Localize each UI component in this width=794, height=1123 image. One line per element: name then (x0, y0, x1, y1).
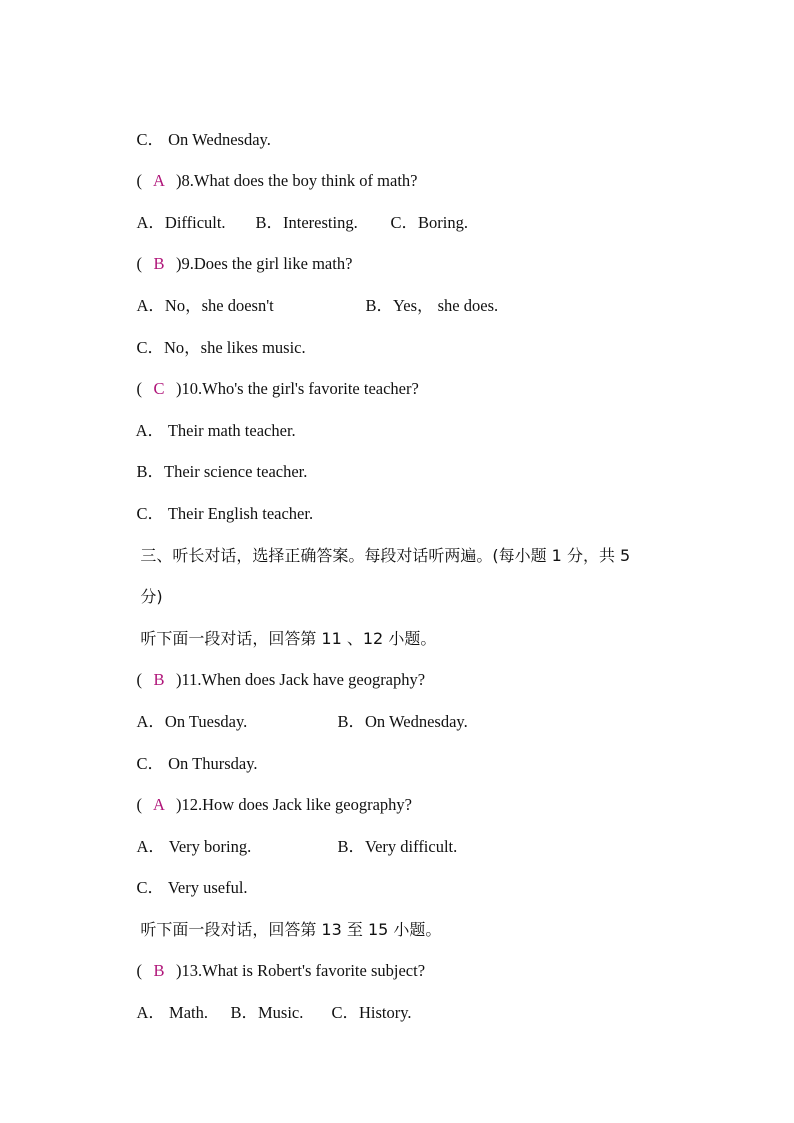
question-text: )10.Who's the girl's favorite teacher? (176, 379, 419, 398)
option-a: A．On Tuesday. (136, 712, 248, 731)
option-text: C．No，she likes music. (136, 338, 306, 357)
option-b: B．Very difficult. (337, 837, 458, 856)
question-text: )12.How does Jack like geography? (176, 795, 412, 814)
open-paren: ( (136, 961, 142, 980)
option-b: B．Music. (230, 1003, 304, 1022)
option-b: B．On Wednesday. (337, 712, 468, 731)
option-a: A．No，she doesn't (136, 296, 274, 315)
option-text: C． Their English teacher. (136, 504, 314, 523)
options-line (120, 980, 754, 1046)
option-text: A． Their math teacher. (135, 421, 296, 440)
answer-letter: C (153, 379, 165, 398)
option-c: C．Boring. (390, 213, 468, 232)
option-b: B．Yes， she does. (365, 296, 499, 315)
option-text: B．Their science teacher. (136, 462, 308, 481)
open-paren: ( (136, 254, 142, 273)
answer-letter: B (153, 254, 165, 273)
instruction-text: 听下面一段对话，回答第 13 至 15 小题。 (140, 920, 442, 939)
option-a: A． Math. (136, 1003, 208, 1022)
open-paren: ( (136, 670, 142, 689)
option-text: C． On Thursday. (136, 754, 258, 773)
heading-text: 分) (140, 587, 163, 606)
answer-letter: B (153, 961, 165, 980)
option-a: A． Very boring. (136, 837, 252, 856)
option-c: C．History. (331, 1003, 412, 1022)
answer-letter: A (153, 795, 165, 814)
heading-text: 三、听长对话，选择正确答案。每段对话听两遍。(每小题 1 分，共 5 (140, 546, 631, 565)
answer-letter: A (153, 171, 165, 190)
question-text: )8.What does the boy think of math? (176, 171, 418, 190)
option-b: B．Interesting. (255, 213, 358, 232)
instruction-text: 听下面一段对话，回答第 11 、12 小题。 (140, 629, 437, 648)
option-text: C． On Wednesday. (136, 130, 271, 149)
option-a: A．Difficult. (136, 213, 226, 232)
question-text: )11.When does Jack have geography? (176, 670, 426, 689)
question-text: )9.Does the girl like math? (176, 254, 353, 273)
option-text: C． Very useful. (136, 878, 248, 897)
question-text: )13.What is Robert's favorite subject? (176, 961, 426, 980)
open-paren: ( (136, 171, 142, 190)
answer-letter: B (153, 670, 165, 689)
open-paren: ( (136, 795, 142, 814)
open-paren: ( (136, 379, 142, 398)
